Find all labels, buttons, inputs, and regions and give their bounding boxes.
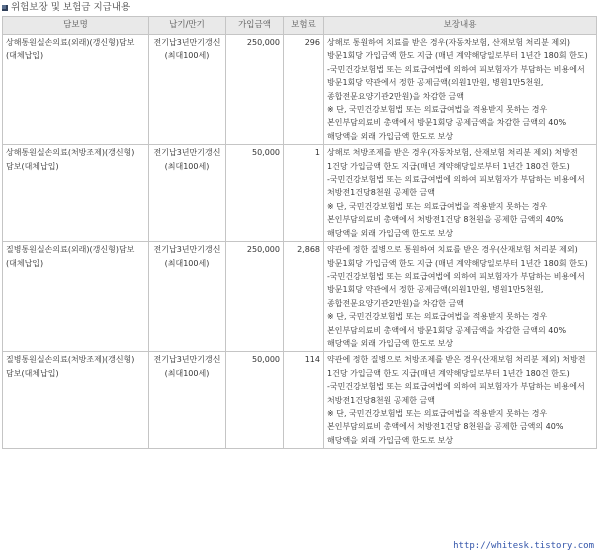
detail-paragraph: 약관에 정한 질병으로 처방조제를 받은 경우(산재보험 처리분 제외) 처방전 1건당 가입금액 한도 지급(매년 계약해당일로부터 1년간 180건 한도) <box>327 355 586 378</box>
header-name: 담보명 <box>3 17 149 35</box>
coverage-premium: 2,868 <box>284 242 324 352</box>
coverage-period: 전기납3년만기갱신(최대100세) <box>149 352 226 449</box>
detail-paragraph: 약관에 정한 질병으로 통원하여 치료를 받은 경우(산재보험 처리분 제외) 방문1회당 가입금액 한도 지급 (매년 계약해당일로부터 1년간 180회 한도) <box>327 245 588 268</box>
coverage-detail <box>324 145 597 242</box>
coverage-name: 상해통원실손의료(처방조제)(갱신형)담보(대체납입) <box>3 145 149 242</box>
header-period: 납기/만기 <box>149 17 226 35</box>
detail-paragraph: -국민건강보험법 또는 의료급여법에 의하여 피보험자가 부담하는 비용에서 방문1회당 약관에서 정한 공제금액(의원1만원, 병원1만5천원, 종합전문요양기관2만원)을 차감한 금액 <box>327 64 585 101</box>
header-detail: 보장내용 <box>324 17 597 35</box>
coverage-amount: 250,000 <box>226 242 284 352</box>
coverage-period: 전기납3년만기갱신(최대100세) <box>149 35 226 145</box>
table-row <box>3 352 597 449</box>
table-row <box>3 145 597 242</box>
table-row <box>3 242 597 352</box>
coverage-detail <box>324 352 597 449</box>
coverage-amount: 50,000 <box>226 145 284 242</box>
header-premium: 보험료 <box>284 17 324 35</box>
detail-paragraph: 상해로 처방조제를 받은 경우(자동차보험, 산재보험 처리분 제외) 처방전 1건당 가입금액 한도 지급(매년 계약해당일로부터 1년간 180건 한도) <box>327 148 578 171</box>
detail-paragraph: ※ 단, 국민건강보험법 또는 의료급여법을 적용받지 못하는 경우 본인부담의료비 총액에서 방문1회당 공제금액을 차감한 금액의 40%해당액을 외래 가입금액 한도로 보상 <box>327 312 567 348</box>
detail-paragraph: ※ 단, 국민건강보험법 또는 의료급여법을 적용받지 못하는 경우 본인부담의료비 총액에서 처방전1건당 8천원을 공제한 금액의 40%해당액을 외래 가입금액 한도로 보상 <box>327 408 564 445</box>
coverage-name: 상해통원실손의료(외래)(갱신형)담보(대체납입) <box>3 35 149 145</box>
detail-paragraph: ※ 단, 국민건강보험법 또는 의료급여법을 적용받지 못하는 경우 본인부담의료비 총액에서 방문1회당 공제금액을 차감한 금액의 40%해당액을 외래 가입금액 한도로 보상 <box>327 105 567 141</box>
coverage-name: 질병통원실손의료(처방조제)(갱신형)담보(대체납입) <box>3 352 149 449</box>
coverage-premium: 114 <box>284 352 324 449</box>
table-row <box>3 35 597 145</box>
coverage-period: 전기납3년만기갱신(최대100세) <box>149 145 226 242</box>
detail-paragraph: ※ 단, 국민건강보험법 또는 의료급여법을 적용받지 못하는 경우 본인부담의료비 총액에서 처방전1건당 8천원을 공제한 금액의 40%해당액을 외래 가입금액 한도로 보상 <box>327 201 564 238</box>
coverage-table <box>2 16 597 449</box>
coverage-detail <box>324 35 597 145</box>
detail-paragraph: 상해로 통원하여 치료를 받은 경우(자동차보험, 산재보험 처리분 제외) 방문1회당 가입금액 한도 지급 (매년 계약해당일로부터 1년간 180회 한도) <box>327 38 588 61</box>
coverage-amount: 250,000 <box>226 35 284 145</box>
coverage-name: 질병통원실손의료(외래)(갱신형)담보(대체납입) <box>3 242 149 352</box>
coverage-premium: 296 <box>284 35 324 145</box>
table-header-row <box>3 17 597 35</box>
detail-paragraph: -국민건강보험법 또는 의료급여법에 의하여 피보험자가 부담하는 비용에서 처방전1건당8천원 공제한 금액 <box>327 382 585 405</box>
coverage-amount: 50,000 <box>226 352 284 449</box>
detail-paragraph: -국민건강보험법 또는 의료급여법에 의하여 피보험자가 부담하는 비용에서 방문1회당 약관에서 정한 공제금액(의원1만원, 병원1만5천원, 종합전문요양기관2만원)을 차감한 금액 <box>327 271 585 308</box>
coverage-premium: 1 <box>284 145 324 242</box>
detail-paragraph: -국민건강보험법 또는 의료급여법에 의하여 피보험자가 부담하는 비용에서 처방전1건당8천원 공제한 금액 <box>327 175 585 198</box>
coverage-period: 전기납3년만기갱신(최대100세) <box>149 242 226 352</box>
blog-url: http://whitesk.tistory.com <box>453 541 594 551</box>
square-bullet-icon <box>2 5 8 11</box>
coverage-detail <box>324 242 597 352</box>
section-heading-text: 위험보장 및 보험금 지급내용 <box>11 2 131 13</box>
section-heading <box>2 1 130 15</box>
header-amount: 가입금액 <box>226 17 284 35</box>
